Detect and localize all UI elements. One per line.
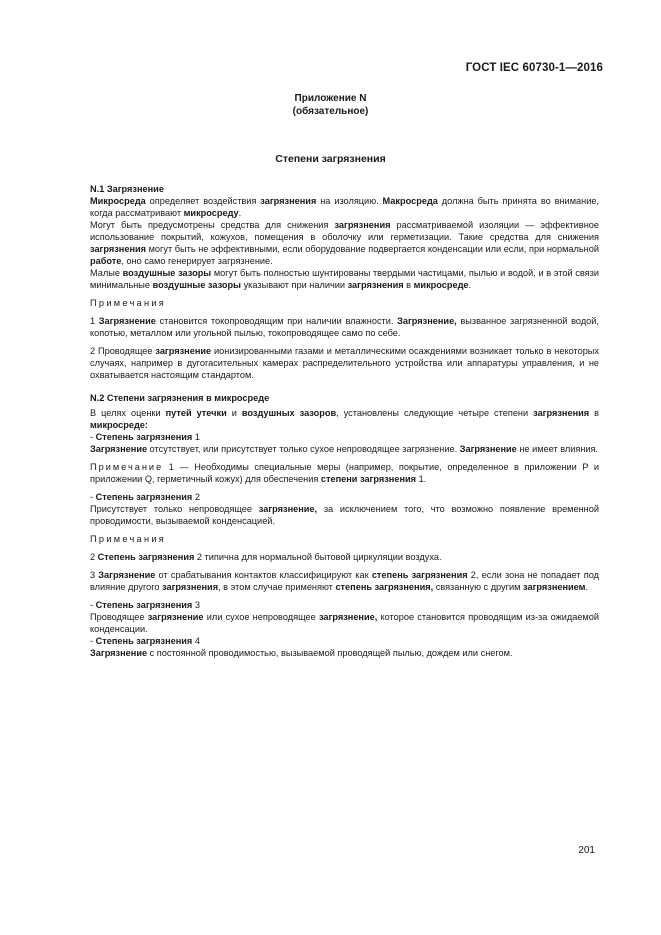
bold-term: воздушные зазоры (152, 280, 242, 290)
page-title: Степени загрязнения (275, 153, 386, 165)
bold-term: загрязнения (260, 196, 317, 206)
bold-term: воздушных зазоров (241, 408, 337, 418)
text-run: 2 (192, 492, 200, 502)
text-run: на изоляцию. (316, 196, 383, 206)
bold-term: загрязнения (347, 280, 404, 290)
text-run: 3 (90, 570, 99, 580)
paragraph (90, 195, 599, 219)
bold-term: Макросреда (382, 196, 438, 206)
text-run: 2 типична для нормальной бытовой циркуляции воздуха. (194, 552, 442, 562)
text-run: , установлены следующие четыре степени (336, 408, 534, 418)
note (90, 345, 599, 381)
bold-term: степени загрязнения (320, 474, 417, 484)
bold-term: загрязнения (533, 408, 590, 418)
note (90, 315, 599, 339)
paragraph (90, 267, 599, 291)
annex-title: Приложение N (294, 93, 367, 104)
page-number: 201 (578, 845, 595, 856)
bold-term: загрязнение (147, 612, 204, 622)
bold-term: воздушные зазоры (122, 268, 212, 278)
bold-term: загрязнение, (318, 612, 378, 622)
degree-label (90, 635, 599, 647)
bold-term: Микросреда (90, 196, 146, 206)
paragraph (90, 407, 599, 431)
text-run: В целях оценки (90, 408, 166, 418)
bold-term: загрязнения (162, 582, 219, 592)
bold-term: микросреде: (90, 420, 148, 430)
degree-label (90, 599, 599, 611)
text-run: , оно само генерирует загрязнение. (121, 256, 273, 266)
bold-term: Загрязнение (90, 444, 148, 454)
paragraph (90, 443, 599, 455)
notes-label: Примечания (90, 298, 167, 308)
text-run: которое становится проводящим из-за ожидаемой конденсации. (90, 612, 599, 634)
bold-term: Загрязнение (90, 648, 148, 658)
bold-term: Степень загрязнения (97, 552, 195, 562)
bold-term: загрязнением (523, 582, 586, 592)
text-run: Могут быть предусмотрены средства для снижения (90, 220, 335, 230)
paragraph (90, 611, 599, 635)
text-run: 2 (90, 552, 98, 562)
paragraph (90, 219, 599, 267)
bold-term: загрязнения (334, 220, 391, 230)
bold-term: Загрязнение (98, 570, 156, 580)
text-run: могут быть не эффективными, если оборудование подвергается конденсации или если, при нормальной (146, 244, 599, 254)
text-run: от срабатывания контактов классифицируют как (155, 570, 372, 580)
text-run: и (226, 408, 242, 418)
text-run: определяет воздействия (145, 196, 261, 206)
annex-heading (0, 92, 661, 118)
bold-term: Степень загрязнения (95, 636, 193, 646)
bold-term: Степень загрязнения (95, 492, 193, 502)
text-run: отсутствует, или присутствует только сухое непроводящее загрязнение. (147, 444, 460, 454)
text-run: с постоянной проводимостью, вызываемой проводящей пылью, дождем или снегом. (147, 648, 513, 658)
text-run: 4 (192, 636, 200, 646)
bold-term: степень загрязнения (371, 570, 468, 580)
bold-term: загрязнение, (258, 504, 318, 514)
text-run: Малые (90, 268, 123, 278)
note (90, 569, 599, 593)
bold-term: загрязнение (155, 346, 212, 356)
text-run: 1 — Необходимы специальные меры (например, покрытие, определенное в приложении P и приложении Q, герметичный кожух) для обеспечения (90, 462, 599, 484)
text-run: - (90, 636, 96, 646)
text-run: 1 (192, 432, 200, 442)
text-run: Проводящее (90, 612, 148, 622)
bold-term: микросреду (183, 208, 239, 218)
note-text (90, 462, 599, 484)
note-label: Примечание (90, 462, 164, 472)
text-run: 2, если зона не попадает под влияние другого (90, 570, 600, 592)
text-run: , в этом случае применяют (218, 582, 336, 592)
text-run: или сухое непроводящее (203, 612, 319, 622)
document-body (90, 183, 599, 659)
text-run: в (589, 408, 600, 418)
text-run: 2 Проводящее (90, 346, 156, 356)
text-run: указывают при наличии (241, 280, 348, 290)
bold-term: загрязнения (90, 244, 147, 254)
text-run: . (468, 280, 472, 290)
text-run: рассматриваемой изоляции — эффективное использование покрытий, кожухов, помещения в оболочку или герметизации. Такие средства для снижения (90, 220, 599, 242)
text-run: - (90, 492, 96, 502)
paragraph (90, 503, 599, 527)
notes-label: Примечания (90, 534, 167, 544)
bold-term: микросреде (413, 280, 469, 290)
bold-term: Загрязнение (98, 316, 156, 326)
text-run: - (90, 432, 96, 442)
text-run: . (238, 208, 242, 218)
bold-term: Степень загрязнения (95, 432, 193, 442)
section-heading-n2: N.2 Степени загрязнения в микросреде (90, 393, 270, 403)
text-run: 3 (192, 600, 200, 610)
text-run: Присутствует только непроводящее (90, 504, 259, 514)
text-run: становится токопроводящим при наличии влажности. (155, 316, 398, 326)
degree-label (90, 491, 599, 503)
text-run: за исключением того, что возможно появление временной проводимости, вызываемой конденсацией. (90, 504, 599, 526)
annex-status: (обязательное) (292, 106, 369, 117)
text-run: связанную с другим (433, 582, 524, 592)
text-run: вызванное загрязненной водой, копотью, металлом или угольной пылью, токопроводящее само по себе. (90, 316, 599, 338)
text-run: в (403, 280, 414, 290)
bold-term: Загрязнение (459, 444, 517, 454)
paragraph (90, 647, 599, 659)
note (90, 551, 599, 563)
bold-term: Степень загрязнения (95, 600, 193, 610)
bold-term: путей утечки (165, 408, 227, 418)
text-run: 1. (416, 474, 427, 484)
text-run: не имеет влияния. (516, 444, 599, 454)
bold-term: степень загрязнения, (335, 582, 434, 592)
section-heading-n1: N.1 Загрязнение (90, 184, 164, 194)
text-run: 1 (90, 316, 99, 326)
text-run: - (90, 600, 96, 610)
text-run: должна быть принята во внимание, когда рассматривают (90, 196, 599, 218)
note (90, 461, 599, 485)
standard-designation: ГОСТ IEC 60730-1—2016 (465, 62, 603, 74)
text-run: ионизированными газами и металлическими осаждениями возникает только в некоторых случаях, например в дугогасительных камерах распределительного устройства или аппаратуры управления, и не охватывается настоящим стандартом. (90, 346, 600, 380)
text-run: . (585, 582, 589, 592)
bold-term: Загрязнение, (397, 316, 457, 326)
degree-label (90, 431, 599, 443)
text-run: могут быть полностью шунтированы твердыми частицами, пылью и водой, и в этой связи минимальные (90, 268, 599, 290)
bold-term: работе (90, 256, 122, 266)
